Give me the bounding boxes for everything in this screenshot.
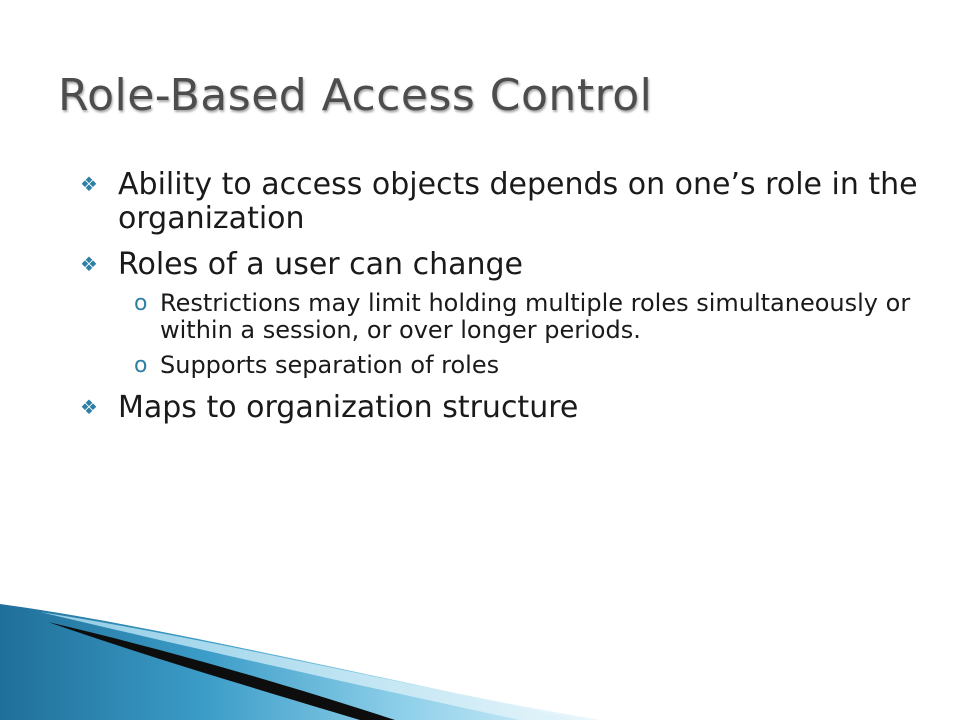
bullet-text: Maps to organization structure bbox=[118, 390, 579, 425]
sub-bullet-text: Supports separation of roles bbox=[160, 351, 500, 379]
sub-bullet-item bbox=[80, 290, 940, 344]
circle-bullet-icon: o bbox=[134, 291, 148, 316]
slide-title: Role-Based Access Control bbox=[58, 70, 653, 121]
bullet-text: Ability to access objects depends on one’s role in the organization bbox=[118, 167, 918, 236]
sub-bullet-list bbox=[80, 290, 940, 379]
bullet-item bbox=[80, 391, 940, 425]
bullet-item bbox=[80, 248, 940, 282]
sub-bullet-item bbox=[80, 352, 940, 379]
diamond-bullet-icon: ❖ bbox=[80, 172, 98, 196]
bullet-item bbox=[80, 168, 940, 236]
bullet-list bbox=[80, 168, 940, 437]
diamond-bullet-icon: ❖ bbox=[80, 252, 98, 276]
bullet-text: Roles of a user can change bbox=[118, 247, 523, 282]
circle-bullet-icon: o bbox=[134, 353, 148, 378]
diamond-bullet-icon: ❖ bbox=[80, 395, 98, 419]
sub-bullet-text: Restrictions may limit holding multiple roles simultaneously or within a session, or over longer periods. bbox=[160, 289, 911, 344]
